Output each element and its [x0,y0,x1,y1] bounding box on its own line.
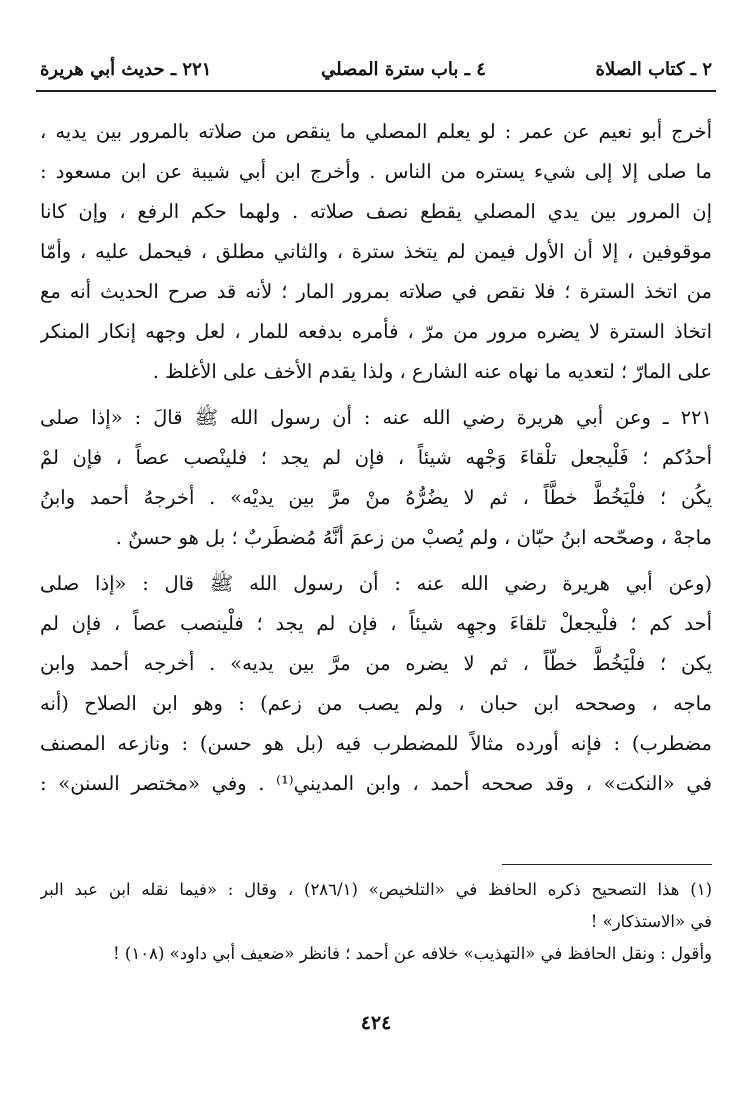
running-header [40,52,712,86]
page-number: ٤٢٤ [360,1012,392,1034]
text-line: موقوفين ، إلا أن الأول فيمن لم يتخذ سترة ، والثاني مطلق ، فيحمل عليه ، وأمّا [40,240,712,263]
footnote-line: وأقول : ونقل الحافظ في «التهذيب» خلافه عن أحمد ؛ فانظر «ضعيف أبي داود» (١٠٨) ! [113,944,712,963]
main-text [40,112,712,804]
text-line: ما صلى إلا إلى شيء يستره من الناس . وأخرج ابن أبي شيبة عن ابن مسعود : [40,160,712,183]
footnote-divider [502,864,712,865]
text-line: ماجه ، وصححه ابن حبان ، ولم يصب من زعم) : وهو ابن الصلاح (أنه [40,692,712,715]
text-line: ماجهْ ، وصحّحه ابنُ حبّان ، ولم يُصبْ من زعمَ أنَّهُ مُضطَربٌ ؛ بل هو حسنٌ . [115,526,712,549]
header-divider [36,90,716,92]
text-line: أحد كم ؛ فلْيجعلْ تلقاءَ وجهِه شيئاً ، فإن لم يجد ؛ فلْينصب عصاً ، فإن لم [40,612,712,635]
header-chapter-title: ٤ ـ باب سترة المصلي [321,58,486,80]
text-line: من اتخذ السترة ؛ فلا نقص في صلاته بمرور المار ؛ لأنه قد صرح الحديث أنه مع [40,280,712,303]
header-hadith-title: ٢٢١ ـ حديث أبي هريرة [40,58,212,80]
text-line: إن المرور بين يدي المصلي يقطع نصف صلاته . ولهما حكم الرفع ، وإن كانا [40,200,712,223]
footnotes [40,874,712,970]
text-line: يكُن ؛ فلْيَخُطَّ خطَّاً ، ثم لا يضُرُّهُ منْ مرَّ بين يديْه» . أخرجهُ أحمد وابنُ [40,486,712,509]
text-line: مضطرب) : فإنه أورده مثالاً للمضطرب فيه (بل هو حسن) : ونازعه المصنف [40,732,712,755]
text-line: أحدُكم ؛ فَلْيجعل تلْقاءَ وَجْهه شيئاً ، فإن لم يجد ؛ فلينْصب عصاً ، فإن لمْ [40,446,712,469]
text-line: (وعن أبي هريرة رضي الله عنه : أن رسول الله ﷺ قال : «إذا صلى [40,572,712,595]
text-line: على المارّ ؛ لتعديه ما نهاه عنه الشارع ، ولذا يقدم الأخف على الأغلظ . [152,360,712,383]
text-line: أخرج أبو نعيم عن عمر : لو يعلم المصلي ما ينقص من صلاته بالمرور بين يديه ، [40,120,712,143]
text-line: يكن ؛ فلْيَخُطَّ خطّاً ، ثم لا يضره من مرَّ بين يديه» . أخرجه أحمد وابن [40,652,712,675]
footnote-line: في «الاستذكار» ! [590,912,712,931]
text-line: في «النكت» ، وقد صححه أحمد ، وابن المديني⁽¹⁾ . وفي «مختصر السنن» : [40,772,712,795]
header-book-title: ٢ ـ كتاب الصلاة [595,58,712,80]
footnote-line: (١) هذا التصحيح ذكره الحافظ في «التلخيص» (٢٨٦/١) ، وقال : «فيما نقله ابن عبد البر [40,880,712,899]
text-line: اتخاذ السترة لا يضره مرور من مرّ ، فأمره بدفعه للمار ، لعل وجهه إنكار المنكر [40,320,712,343]
text-line: ٢٢١ ـ وعن أبي هريرة رضي الله عنه : أن رسول الله ﷺ قالَ : «إذا صلى [40,406,712,429]
